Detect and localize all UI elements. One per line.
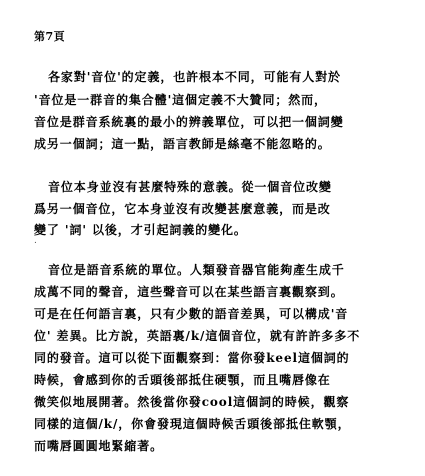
paragraph-line: 各家對'音位'的定義，也許根本不同，可能有人對於 [48, 70, 341, 84]
paragraph-line: 成萬不同的聲音，這些聲音可以在某些語言裏觀察到。 [34, 285, 344, 299]
paragraph-line: 成另一個詞；這一點，語言教師是絲毫不能忽略的。 [34, 137, 331, 151]
paragraph-line: 音位是群音系統裏的最小的辨義單位，可以把一個詞變 [34, 115, 344, 129]
stray-mark: . [34, 236, 37, 246]
paragraph-line: 可是在任何語言裏，只有少數的語音差異，可以構成'音 [34, 307, 349, 321]
paragraph-line: 音位是語音系統的單位。人類發音器官能夠產生成千 [48, 263, 345, 277]
paragraph-line: 位' 差異。比方說，英語裏/k/這個音位，就有許許多多不 [34, 329, 361, 343]
paragraph-line: 變了 '詞' 以後，才引起詞義的變化。 [34, 223, 247, 237]
paragraph-line: 微笑似地展開著。然後當你發cool這個詞的時候，觀察 [34, 395, 350, 409]
paragraph-line: 時候，會感到你的舌頭後部抵住硬顎，而且嘴唇像在 [34, 373, 331, 387]
paragraph-line: 音位本身並沒有甚麼特殊的意義。從一個音位改變 [48, 180, 332, 194]
paragraph-line: '音位是一群音的集合體'這個定義不大贊同；然而， [34, 93, 327, 107]
paragraph-line: 同樣的這個/k/，你會發現這個時候舌頭後部抵住軟顎， [34, 417, 351, 431]
page-number-label: 第7頁 [34, 30, 66, 43]
paragraph-line: 而嘴唇圓圓地緊縮著。 [34, 439, 164, 453]
paragraph-line: 同的發音。這可以從下面觀察到：當你發keel這個詞的 [34, 351, 350, 365]
paragraph-line: 爲另一個音位，它本身並沒有改變甚麼意義，而是改 [34, 202, 331, 216]
